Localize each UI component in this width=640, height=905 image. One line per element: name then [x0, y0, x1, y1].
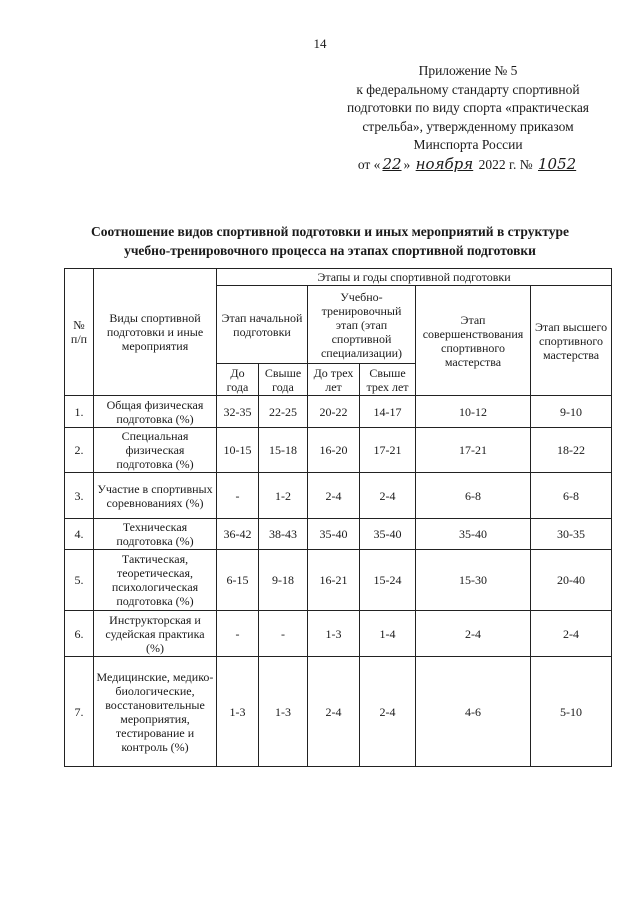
cell-value: 35-40 — [308, 519, 360, 550]
document-title — [50, 222, 610, 260]
cell-value: 10-15 — [217, 428, 259, 473]
table-row — [65, 550, 612, 611]
table-row — [65, 428, 612, 473]
cell-value: - — [217, 473, 259, 519]
cell-value: 38-43 — [259, 519, 308, 550]
cell-value: 15-30 — [416, 550, 531, 611]
cell-value: 6-8 — [416, 473, 531, 519]
row-num: 7. — [65, 657, 94, 767]
cell-value: - — [259, 611, 308, 657]
cell-value: 17-21 — [360, 428, 416, 473]
row-name: Инструкторская и судейская практика (%) — [94, 611, 217, 657]
page-number: 14 — [313, 36, 327, 51]
header-stage-training: Учебно-тренировочный этап (этап спортивной специализации) — [308, 286, 416, 364]
cell-value: 1-2 — [259, 473, 308, 519]
cell-value: 16-21 — [308, 550, 360, 611]
header-stages-group: Этапы и годы спортивной подготовки — [217, 269, 612, 286]
cell-value: 14-17 — [360, 396, 416, 428]
header-stage-improvement: Этап совершенствования спортивного мастерства — [416, 286, 531, 396]
table-row — [65, 519, 612, 550]
header-upto-year: До года — [217, 364, 259, 396]
table-row — [65, 396, 612, 428]
row-name: Техническая подготовка (%) — [94, 519, 217, 550]
table-row — [65, 473, 612, 519]
cell-value: 10-12 — [416, 396, 531, 428]
header-over-three: Свыше трех лет — [360, 364, 416, 396]
appendix-line: к федеральному стандарту спортивной — [356, 81, 580, 97]
header-stage-higher: Этап высшего спортивного мастерства — [531, 286, 612, 396]
date-prefix: от « — [357, 156, 381, 172]
order-day: 22 — [382, 154, 402, 173]
appendix-block — [318, 62, 618, 174]
date-mid: » — [403, 156, 411, 172]
appendix-line: подготовки по виду спорта «практическая — [346, 100, 590, 115]
cell-value: 2-4 — [308, 657, 360, 767]
row-name: Участие в спортивных соревнованиях (%) — [94, 473, 217, 519]
cell-value: 2-4 — [531, 611, 612, 657]
cell-value: 15-18 — [259, 428, 308, 473]
row-num: 2. — [65, 428, 94, 473]
cell-value: 9-10 — [531, 396, 612, 428]
cell-value: 16-20 — [308, 428, 360, 473]
cell-value: 4-6 — [416, 657, 531, 767]
cell-value: 36-42 — [217, 519, 259, 550]
cell-value: 30-35 — [531, 519, 612, 550]
cell-value: 2-4 — [416, 611, 531, 657]
row-num: 4. — [65, 519, 94, 550]
cell-value: 1-3 — [308, 611, 360, 657]
appendix-title: Приложение № 5 — [418, 63, 518, 78]
cell-value: - — [217, 611, 259, 657]
cell-value: 1-3 — [259, 657, 308, 767]
cell-value: 17-21 — [416, 428, 531, 473]
cell-value: 6-8 — [531, 473, 612, 519]
row-name: Тактическая, теоретическая, психологическая подготовка (%) — [94, 550, 217, 611]
cell-value: 5-10 — [531, 657, 612, 767]
row-name: Специальная физическая подготовка (%) — [94, 428, 217, 473]
cell-value: 1-4 — [360, 611, 416, 657]
cell-value: 18-22 — [531, 428, 612, 473]
cell-value: 9-18 — [259, 550, 308, 611]
cell-value: 1-3 — [217, 657, 259, 767]
row-num: 3. — [65, 473, 94, 519]
row-num: 1. — [65, 396, 94, 428]
row-name: Общая физическая подготовка (%) — [94, 396, 217, 428]
order-year: 2022 г. № — [478, 156, 533, 172]
cell-value: 20-22 — [308, 396, 360, 428]
cell-value: 20-40 — [531, 550, 612, 611]
title-line: Соотношение видов спортивной подготовки и иных мероприятий в структуре — [91, 224, 569, 239]
cell-value: 35-40 — [416, 519, 531, 550]
cell-value: 32-35 — [217, 396, 259, 428]
order-number: 1052 — [537, 154, 577, 173]
header-num: № п/п — [65, 269, 94, 396]
table-row — [65, 657, 612, 767]
order-date-line — [318, 155, 618, 175]
cell-value: 6-15 — [217, 550, 259, 611]
order-month: ноября — [415, 154, 474, 173]
cell-value: 22-25 — [259, 396, 308, 428]
row-num: 5. — [65, 550, 94, 611]
header-kind: Виды спортивной подготовки и иные мероприятия — [94, 269, 217, 396]
cell-value: 2-4 — [360, 473, 416, 519]
appendix-line: стрельба», утвержденному приказом — [362, 118, 574, 134]
cell-value: 2-4 — [360, 657, 416, 767]
cell-value: 35-40 — [360, 519, 416, 550]
cell-value: 2-4 — [308, 473, 360, 519]
row-name: Медицинские, медико-биологические, восстановительные мероприятия, тестирование и контроль (%) — [94, 657, 217, 767]
cell-value: 15-24 — [360, 550, 416, 611]
header-stage-initial: Этап начальной подготовки — [217, 286, 308, 364]
ratio-table — [64, 268, 612, 767]
row-num: 6. — [65, 611, 94, 657]
appendix-line: Минспорта России — [413, 137, 523, 152]
header-upto-three: До трех лет — [308, 364, 360, 396]
table-row — [65, 611, 612, 657]
title-line: учебно-тренировочного процесса на этапах спортивной подготовки — [124, 243, 536, 258]
header-over-year: Свыше года — [259, 364, 308, 396]
